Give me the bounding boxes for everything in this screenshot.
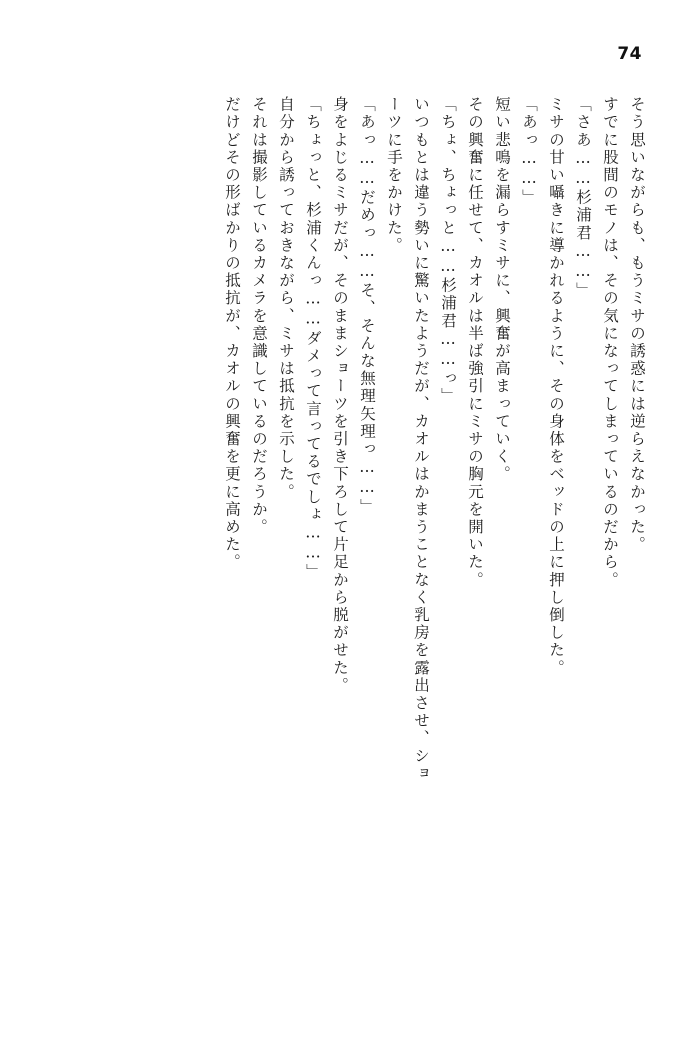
text-column: その興奮に任せて、カオルは半ば強引にミサの胸元を開いた。 <box>466 96 484 589</box>
vertical-text-body <box>56 96 646 783</box>
text-column: 「さあ……杉浦君……」 <box>574 96 592 300</box>
text-column: 「あっ……」 <box>520 96 538 207</box>
text-column: だけどその形ばかりの抵抗が、カオルの興奮を更に高めた。 <box>223 96 241 572</box>
text-column: 短い悲鳴を漏らすミサに、興奮が高まっていく。 <box>493 96 511 484</box>
text-column: ーツに手をかけた。 <box>385 96 403 255</box>
page-number: 74 <box>617 44 642 64</box>
text-column: 自分から誘っておきながら、ミサは抵抗を示した。 <box>277 96 295 501</box>
text-column: ミサの甘い囁きに導かれるように、その身体をベッドの上に押し倒した。 <box>547 96 565 677</box>
text-column: 「ちょ、ちょっと……杉浦君……っ」 <box>439 96 457 406</box>
text-column: いつもとは違う勢いに驚いたようだが、カオルはかまうことなく乳房を露出させ、ショ <box>412 96 430 783</box>
text-column: 身をよじるミサだが、そのままショーツを引き下ろして片足から脱がせた。 <box>331 96 349 695</box>
text-column: 「ちょっと、杉浦くんっ……ダメって言ってるでしょ……」 <box>304 96 322 582</box>
text-column: すでに股間のモノは、その気になってしまっているのだから。 <box>601 96 619 589</box>
text-column: 「あっ……だめっ……そ、そんな無理矢理っ……」 <box>358 96 376 516</box>
text-column: それは撮影しているカメラを意識しているのだろうか。 <box>250 96 268 536</box>
text-column: そう思いながらも、もうミサの誘惑には逆らえなかった。 <box>628 96 646 554</box>
